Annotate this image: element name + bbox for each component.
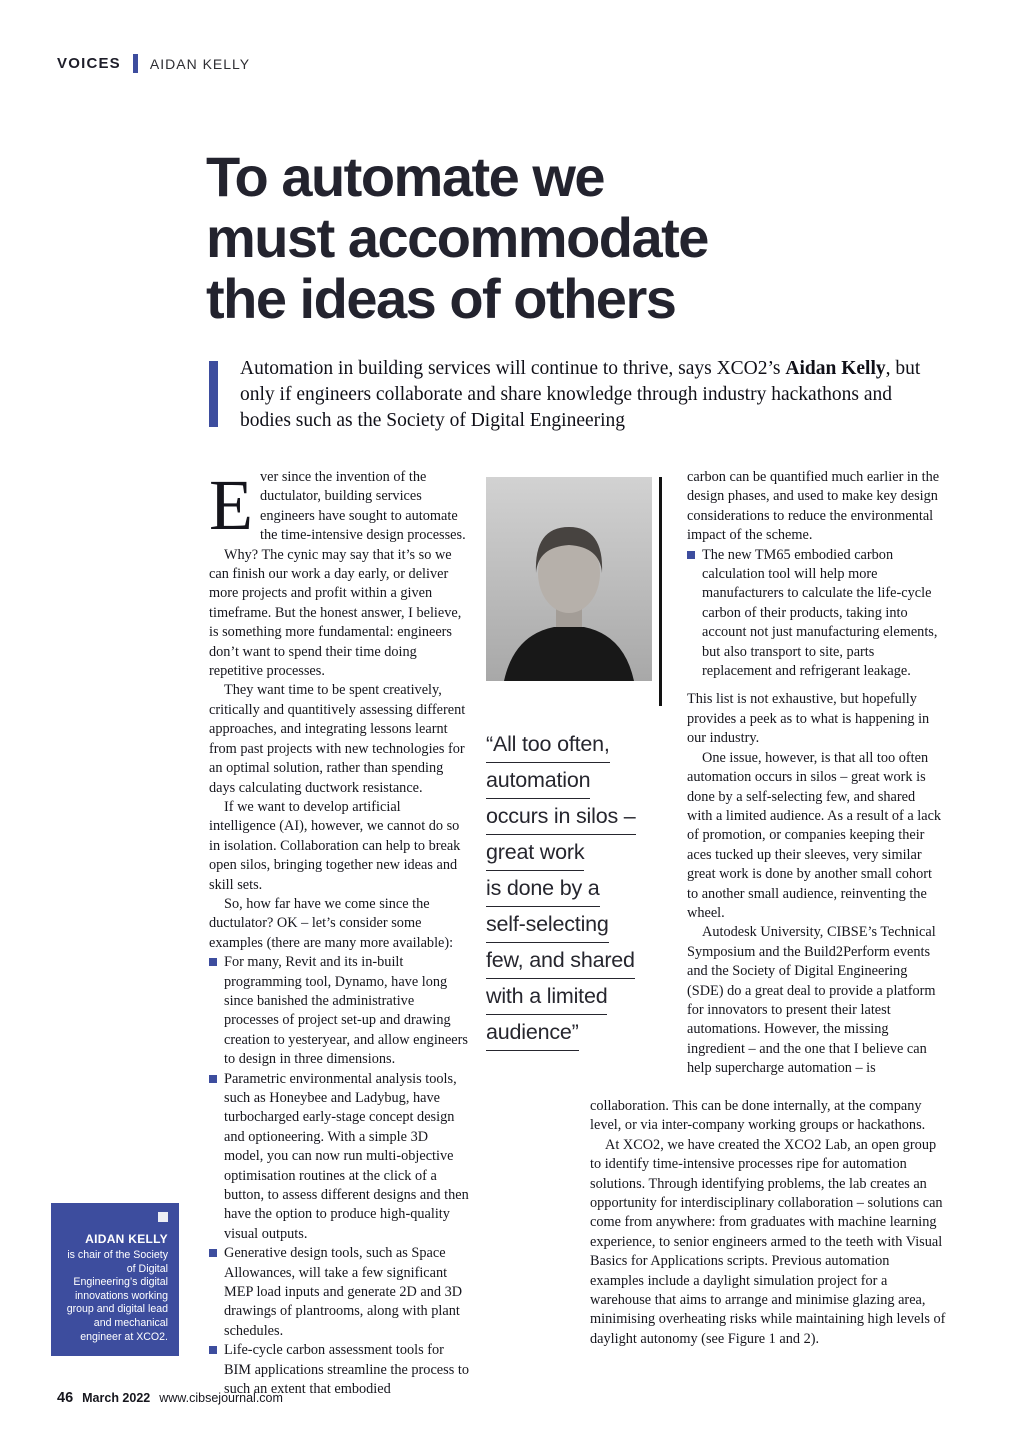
pull-quote-line: “All too often, bbox=[486, 731, 610, 763]
standfirst bbox=[209, 356, 939, 433]
bullet-square-icon bbox=[209, 1346, 217, 1354]
pull-quote-line: audience” bbox=[486, 1019, 579, 1051]
journal-url: www.cibsejournal.com bbox=[159, 1391, 283, 1405]
pull-quote-line: automation bbox=[486, 767, 590, 799]
author-box-name: AIDAN KELLY bbox=[85, 1232, 168, 1246]
bullet-text: Life-cycle carbon assessment tools for BIM applications streamline the process to such an extent that embodied bbox=[224, 1342, 469, 1398]
body-paragraph: Autodesk University, CIBSE’s Technical Symposium and the Build2Perform events and the Society of Digital Engineering (SDE) do a great deal to provide a platform for innovators to present their latest automations. However, the missing ingredient – and the one that I believe can help supercharge automation – is bbox=[687, 924, 936, 1077]
standfirst-pre: Automation in building services will continue to thrive, says XCO2’s bbox=[240, 358, 786, 379]
pull-quote-line: self-selecting bbox=[486, 911, 609, 943]
body-paragraph: If we want to develop artificial intelligence (AI), however, we cannot do so in isolation. Collaboration can help to break open silos, bringing together new ideas and skill sets. bbox=[209, 798, 461, 893]
author-photo-placeholder bbox=[486, 477, 652, 681]
photo-vertical-rule bbox=[659, 477, 662, 706]
pull-quote-row bbox=[486, 803, 691, 839]
author-box-bio: is chair of the Society of Digital Engineering’s digital innovations working group and digital lead and mechanical engineer at XCO2. bbox=[66, 1249, 168, 1343]
pull-quote-line: with a limited bbox=[486, 983, 607, 1015]
body-paragraph: carbon can be quantified much earlier in the design phases, and used to make key design considerations to reduce the environmental impact of the scheme. bbox=[687, 469, 940, 544]
bullet-square-icon bbox=[209, 1075, 217, 1083]
standfirst-author-bold: Aidan Kelly bbox=[785, 358, 886, 379]
section-label: VOICES bbox=[57, 55, 121, 72]
pull-quote-row bbox=[486, 1019, 691, 1055]
pull-quote-line: occurs in silos – bbox=[486, 803, 636, 835]
bullet-item bbox=[687, 546, 944, 682]
section-divider-bar bbox=[133, 54, 138, 73]
standfirst-text bbox=[240, 356, 939, 433]
bullet-text: Parametric environmental analysis tools, such as Honeybee and Ladybug, have turbocharged early-stage concept design and optioneering. With a simple 3D model, you can now run multi-objective optimisation routines at the click of a button, to assess different designs and then have the option to produce high-quality visual outputs. bbox=[224, 1070, 469, 1242]
body-paragraph: So, how far have we come since the ductulator? OK – let’s consider some examples (there are many more available): bbox=[209, 895, 454, 951]
bullet-square-icon bbox=[209, 1249, 217, 1257]
drop-cap: E bbox=[209, 465, 253, 545]
pull-quote-line: is done by a bbox=[486, 875, 600, 907]
article-title bbox=[206, 146, 708, 329]
title-line-1: To automate we bbox=[206, 145, 605, 208]
pull-quote-row bbox=[486, 767, 691, 803]
right-column bbox=[687, 468, 944, 1079]
body-paragraph: One issue, however, is that all too often automation occurs in silos – great work is done by a self-selecting few, and shared with a limited audience. As a result of a lack of promotion, or companies keeping their aces tucked up their sleeves, very similar great work is done by another small cohort to another small audience, reinventing the wheel. bbox=[687, 749, 942, 921]
body-paragraph: This list is not exhaustive, but hopefully provides a peek as to what is happening in our industry. bbox=[687, 691, 930, 747]
bottom-text-block bbox=[590, 1097, 946, 1349]
author-name-header: AIDAN KELLY bbox=[149, 55, 251, 72]
body-paragraph: collaboration. This can be done internally, at the company level, or via inter-company working groups or hackathons. bbox=[590, 1098, 926, 1134]
pull-quote-row bbox=[486, 875, 691, 911]
body-paragraph: They want time to be spent creatively, critically and quantitively assessing different approaches, and integrating lessons learnt from past projects with new technologies for an optimal solution, rather than spending days calculating ductwork resistance. bbox=[209, 682, 466, 796]
pull-quote-row bbox=[486, 947, 691, 983]
issue-date: March 2022 bbox=[82, 1391, 151, 1405]
bullet-text: For many, Revit and its in-built programming tool, Dynamo, have long since banished the administrative processes of project set-up and drawing creation to yesteryear, and allow engineers to design in three dimensions. bbox=[224, 954, 468, 1068]
bullet-text: Generative design tools, such as Space Allowances, will take a few significant MEP load inputs and generate 2D and 3D drawings of plantrooms, along with plant schedules. bbox=[224, 1245, 463, 1339]
bullet-square-icon bbox=[687, 551, 695, 559]
pull-quote-row bbox=[486, 731, 691, 767]
bullet-text: The new TM65 embodied carbon calculation tool will help more manufacturers to calculate the life-cycle carbon of their products, taking into account not just manufacturing elements, but also transport to site, parts replacement and refrigerant leakage. bbox=[702, 546, 938, 680]
author-photo bbox=[486, 477, 652, 681]
title-line-3: the ideas of others bbox=[206, 267, 676, 330]
bullet-item bbox=[209, 953, 470, 1069]
pull-quote bbox=[486, 731, 691, 1055]
page-footer bbox=[57, 1390, 283, 1406]
left-column bbox=[209, 465, 470, 1400]
bullet-item bbox=[209, 1244, 470, 1341]
page-number: 46 bbox=[57, 1390, 74, 1406]
pull-quote-line: great work bbox=[486, 839, 584, 871]
body-paragraph bbox=[209, 465, 470, 546]
body-paragraph: Why? The cynic may say that it’s so we can finish our work a day early, or deliver more projects and profit within a given timeframe. But the honest answer, I believe, is something more fundamental: engineers don’t want to spend their time doing repetitive processes. bbox=[209, 546, 462, 680]
page-header bbox=[57, 54, 250, 73]
title-line-2: must accommodate bbox=[206, 206, 708, 269]
pull-quote-row bbox=[486, 911, 691, 947]
bullet-square-icon bbox=[209, 958, 217, 966]
author-box-square-icon bbox=[158, 1212, 168, 1222]
pull-quote-line: few, and shared bbox=[486, 947, 635, 979]
paragraph-text: ver since the invention of the ductulator, building services engineers have sought to automate the time-intensive design processes. bbox=[259, 469, 466, 544]
author-bio-box bbox=[51, 1203, 179, 1356]
pull-quote-row bbox=[486, 839, 691, 875]
standfirst-post: , but only if engineers collaborate and share knowledge through industry hackathons and bodies such as the Society of Digital Engineering bbox=[240, 358, 921, 431]
body-paragraph: At XCO2, we have created the XCO2 Lab, an open group to identify time-intensive processes ripe for automation solutions. Through identifying problems, the lab creates an opportunity for interdisciplinary collaboration – solutions can come from anywhere: from graduates with machine learning experience, to senior engineers armed to the teeth with Visual Basics for Applications scripts. Previous automation examples include a daylight simulation project for a warehouse that aims to arrange and minimise glazing area, minimising overheating risks while maintaining high levels of daylight autonomy (see Figure 1 and 2). bbox=[590, 1136, 946, 1347]
standfirst-accent-bar bbox=[209, 361, 218, 427]
pull-quote-row bbox=[486, 983, 691, 1019]
bullet-item bbox=[209, 1070, 470, 1245]
